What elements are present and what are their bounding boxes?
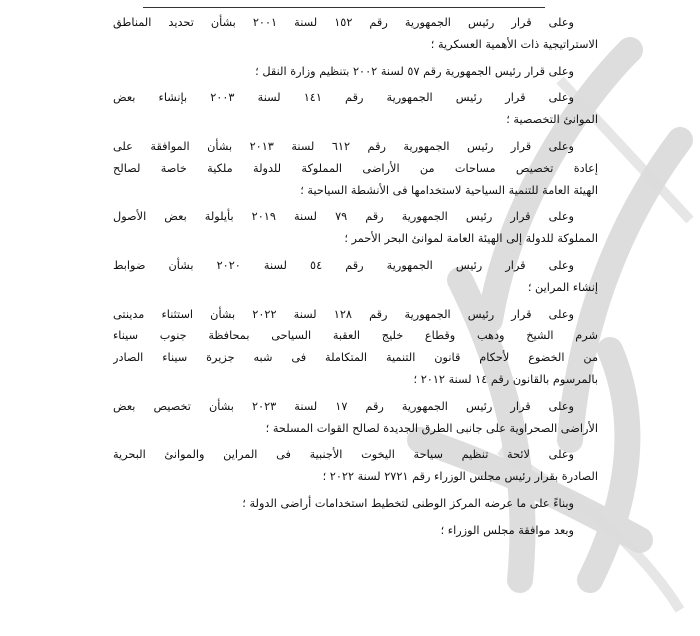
paragraph-line: إنشاء المراين ؛ xyxy=(527,280,598,294)
paragraph-line: وعلى قرار رئيس الجمهورية رقم ١٧ لسنة ٢٠٢٣ بشأن تخصيص بعض xyxy=(113,399,574,413)
paragraph-line: الصادرة بقرار رئيس مجلس الوزراء رقم ٢٧٢١ لسنة ٢٠٢٢ ؛ xyxy=(322,470,598,484)
paragraph-line: وعلى قرار رئيس الجمهورية رقم ٦١٢ لسنة ٢٠١٣ بشأن الموافقة على xyxy=(113,139,574,153)
paragraph xyxy=(113,61,598,83)
paragraph xyxy=(113,444,598,488)
paragraph-line: وعلى قرار رئيس الجمهورية رقم ٥٧ لسنة ٢٠٠٢ بتنظيم وزارة النقل ؛ xyxy=(255,64,574,78)
paragraph xyxy=(113,136,598,201)
paragraph-line: وعلى قرار رئيس الجمهورية رقم ١٥٢ لسنة ٢٠٠١ بشأن تحديد المناطق xyxy=(113,16,574,29)
paragraph-line: وعلى قرار رئيس الجمهورية رقم ٥٤ لسنة ٢٠٢٠ بشأن ضوابط xyxy=(113,258,575,272)
paragraph-line: وبعد موافقة مجلس الوزراء ؛ xyxy=(440,523,574,537)
paragraph-line: وبناءً على ما عرضه المركز الوطنى لتخطيط استخدامات أراضى الدولة ؛ xyxy=(242,496,574,510)
paragraph-line: وعلى قرار رئيس الجمهورية رقم ٧٩ لسنة ٢٠١٩ بأيلولة بعض الأصول xyxy=(113,210,574,224)
paragraph-line: الاستراتيجية ذات الأهمية العسكرية ؛ xyxy=(430,37,598,51)
paragraph xyxy=(113,493,598,515)
paragraph-line: وعلى قرار رئيس الجمهورية رقم ١٤١ لسنة ٢٠٠٣ بإنشاء بعض xyxy=(113,91,574,105)
paragraph-line: بالمرسوم بالقانون رقم ١٤ لسنة ٢٠١٢ ؛ xyxy=(413,372,598,386)
paragraph-line: وعلى قرار رئيس الجمهورية رقم ١٢٨ لسنة ٢٠٢٢ بشأن استثناء مدينتى xyxy=(113,307,574,321)
paragraph xyxy=(113,520,598,542)
paragraph xyxy=(113,396,598,440)
paragraph xyxy=(113,304,598,391)
paragraph xyxy=(113,206,598,250)
paragraph-line: المملوكة للدولة إلى الهيئة العامة لموانئ البحر الأحمر ؛ xyxy=(344,232,598,246)
top-divider xyxy=(143,7,545,8)
paragraph-line: الأراضى الصحراوية على جانبى الطرق الجديدة لصالح القوات المسلحة ؛ xyxy=(265,421,598,435)
paragraph-line: إعادة تخصيص مساحات من الأراضى المملوكة للدولة ملكية خاصة لصالح xyxy=(113,161,598,175)
paragraph-line: الموانئ التخصصية ؛ xyxy=(506,113,598,127)
paragraph-line: وعلى لائحة تنظيم سياحة اليخوت الأجنبية فى المراين والموانئ البحرية xyxy=(113,448,574,462)
paragraph xyxy=(113,87,598,131)
paragraph-line: الهيئة العامة للتنمية السياحية لاستخدامها فى الأنشطة السياحية ؛ xyxy=(300,183,598,197)
document-body xyxy=(113,12,598,547)
paragraph xyxy=(113,255,598,299)
paragraph-line: من الخضوع لأحكام قانون التنمية المتكاملة فى شبه جزيرة سيناء الصادر xyxy=(113,351,598,365)
paragraph xyxy=(113,12,598,56)
paragraph-line: شرم الشيخ ودهب وقطاع خليج العقبة السياحى بمحافظة جنوب سيناء xyxy=(113,329,598,343)
